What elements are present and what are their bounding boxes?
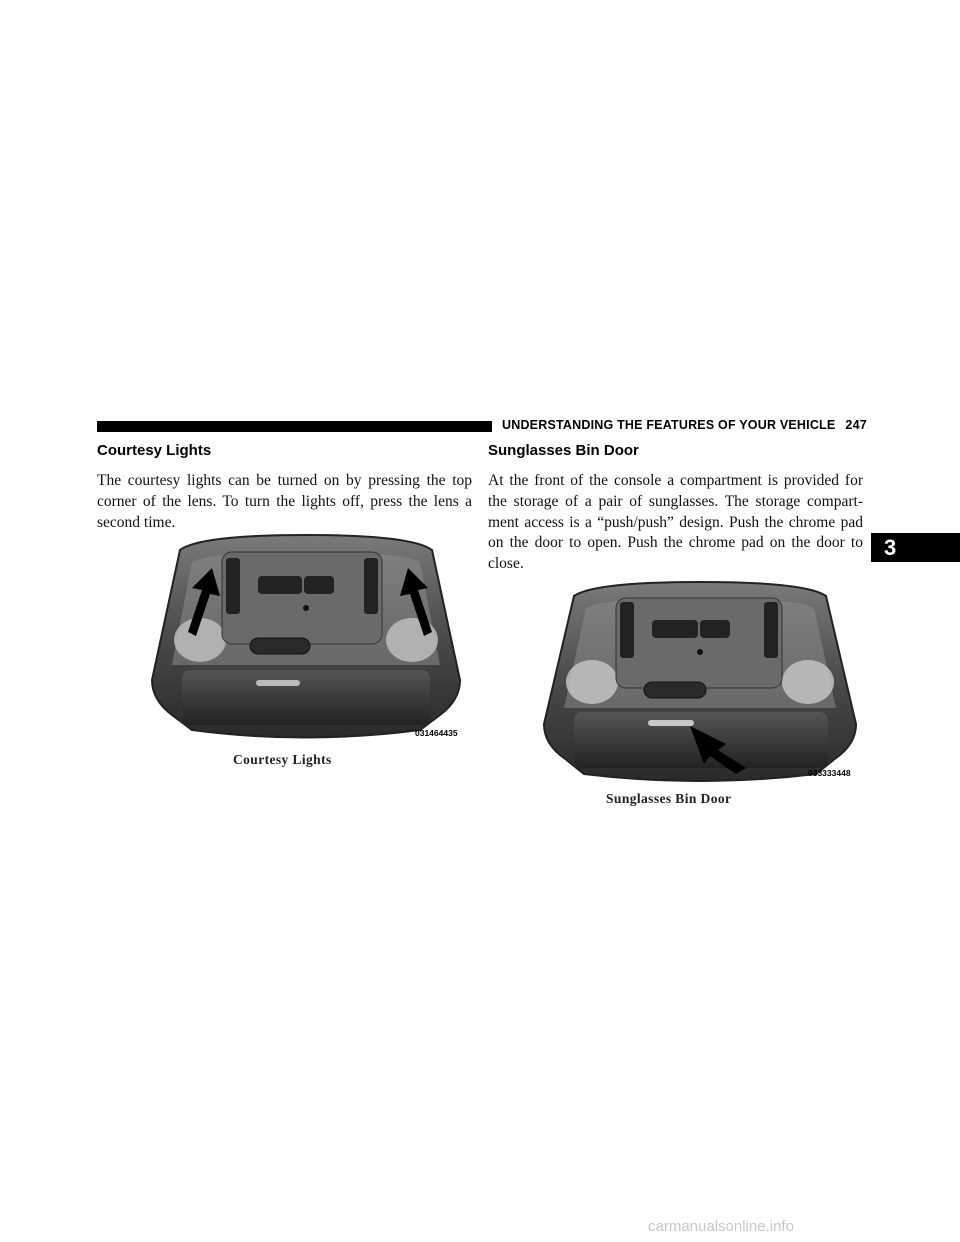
page-number: 247 [845,418,867,432]
figure-caption: Courtesy Lights [233,752,332,767]
section-heading: Sunglasses Bin Door [488,442,639,459]
figure-caption: Sunglasses Bin Door [606,791,732,806]
section-title: UNDERSTANDING THE FEATURES OF YOUR VEHICLE [502,418,836,432]
section-heading: Courtesy Lights [97,442,212,459]
courtesy-lights-section [97,442,472,533]
sunglasses-bin-section [488,442,863,575]
chapter-tab [871,533,960,562]
figure-id: 033333448 [808,768,851,778]
running-header [502,418,867,432]
chapter-number: 3 [884,534,897,560]
courtesy-lights-illustration [140,530,472,745]
watermark: carmanualsonline.info [648,1218,794,1235]
sunglasses-bin-illustration [530,578,870,788]
section-body: The courtesy lights can be turned on by pressing the top corner of the lens. To turn the lights off, press the lens a second time. [97,472,472,531]
header-rule [97,421,492,432]
section-body: At the front of the console a compartment is provided for the storage of a pair of sunglasses. The storage compart-ment access is a “push/push” design. Push the chrome pad on the door to open. Push the chrome pad on the door to close. [488,472,863,573]
figure-id: 031464435 [415,728,458,738]
